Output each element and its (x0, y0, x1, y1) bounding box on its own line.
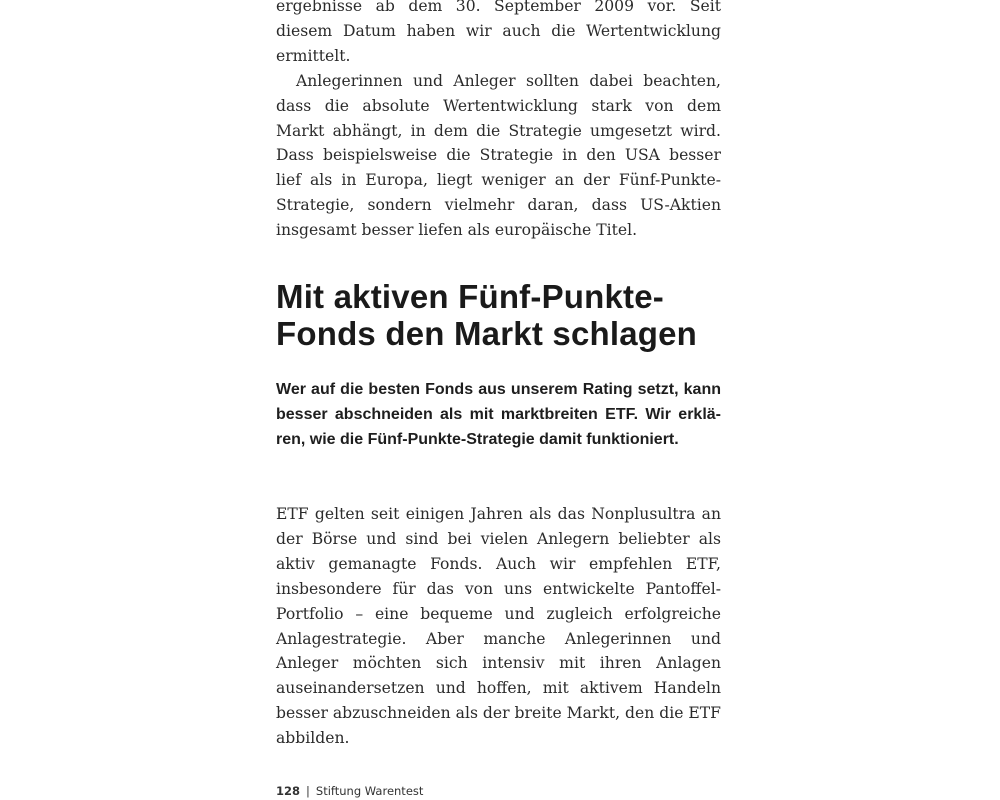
paragraph-market-dependency: Anlegerinnen und Anleger sollten dabei beachten, dass die absolute Wertentwicklung stark von dem Markt abhängt, in dem die Strategie umgesetzt wird. Dass beispielsweise die Strategie in den USA besser lief als in Europa, liegt weniger an der Fünf-Punkte-Strategie, sondern vielmehr daran, dass US-Aktien insgesamt besser liefen als europäische Titel. (276, 71, 721, 240)
section-heading-line-1: Mit aktiven Fünf-Punkte- (276, 278, 664, 315)
section-heading-line-2: Fonds den Markt schlagen (276, 315, 698, 352)
paragraph-continued: ergebnisse ab dem 30. September 2009 vor. Seit diesem Datum haben wir auch die Wertentwicklung ermittelt. (276, 0, 721, 65)
page-footer (276, 784, 423, 799)
page-number: 128 (276, 784, 301, 798)
footer-separator: | (306, 784, 310, 798)
section-body (276, 502, 721, 751)
section-lead: Wer auf die besten Fonds aus unserem Rating setzt, kann besser abschneiden als mit marktbreiten ETF. Wir erklären, wie die Fünf-Punkte-Strategie damit funktioniert. (276, 381, 721, 448)
paragraph-etf-intro: ETF gelten seit einigen Jahren als das Nonplusultra an der Börse und sind bei vielen Anlegern beliebter als aktiv gemanagte Fonds. Auch wir empfehlen ETF, insbesondere für das von uns entwickelte Pantoffel-Portfolio – eine bequeme und zugleich erfolgreiche Anlagestrategie. Aber manche Anlegerinnen und Anleger möchten sich intensiv mit ihren Anlagen auseinandersetzen und hoffen, mit aktivem Handeln besser abzuschneiden als der breite Markt, den die ETF abbilden. (276, 505, 721, 748)
publisher-name: Stiftung Warentest (315, 784, 424, 798)
continued-text (276, 0, 721, 243)
section-heading (276, 278, 721, 352)
